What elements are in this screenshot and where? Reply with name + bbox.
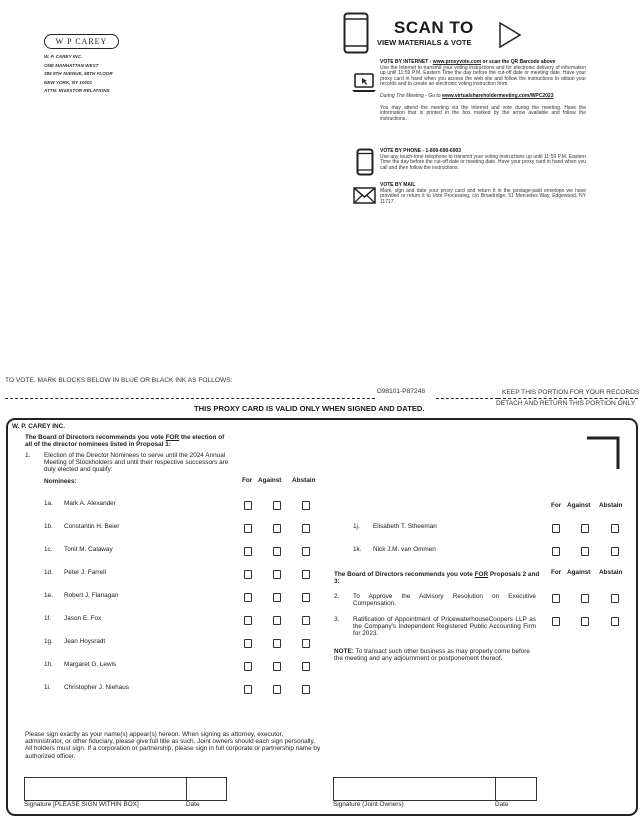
address-line: NEW YORK, NY 10001: [44, 79, 93, 85]
col-against: Against: [258, 477, 282, 484]
nominee-1-for-checkbox[interactable]: [244, 501, 252, 510]
nominee-number: 1d.: [44, 569, 53, 576]
address-line: W. P. CAREY INC.: [44, 54, 83, 59]
board-rec-2-suffix: Proposals 2 and 3:: [334, 571, 540, 586]
proposal-3-against-checkbox[interactable]: [581, 617, 589, 626]
nominee-name: Christopher J. Niehaus: [64, 684, 130, 691]
proposal-text: To Approve the Advisory Resolution on Executive Compensation.: [353, 593, 536, 608]
col-against-proposals: Against: [567, 569, 591, 576]
nominee-1-abstain-checkbox[interactable]: [302, 501, 310, 510]
nominee-number: 1c.: [44, 546, 53, 553]
nominee-3-for-checkbox[interactable]: [244, 547, 252, 556]
proposal-3-for-checkbox[interactable]: [552, 617, 560, 626]
nominee-r2-for-checkbox[interactable]: [552, 547, 560, 556]
joint-signature-box[interactable]: [333, 777, 496, 801]
nominee-name: Jason E. Fox: [64, 615, 102, 622]
nominee-number: 1f.: [44, 615, 52, 622]
company-address: [44, 53, 113, 96]
proposal-1-text: Election of the Director Nominees to serve until the 2024 Annual Meeting of Stockholders and until their respective successors are duly elected and qualify:: [44, 452, 229, 474]
proposal-text: Ratification of Appointment of PricewaterhouseCoopers LLP as the Company's Independent Registered Public Accounting Firm for 2023.: [353, 616, 536, 638]
nominee-1-against-checkbox[interactable]: [273, 501, 281, 510]
nominee-9-against-checkbox[interactable]: [273, 685, 281, 694]
nominee-9-abstain-checkbox[interactable]: [302, 685, 310, 694]
address-line: ONE MANHATTAN WEST: [44, 62, 99, 68]
nominee-8-against-checkbox[interactable]: [273, 662, 281, 671]
vote-internet-heading-suffix: or scan the QR Barcode above: [481, 59, 556, 65]
nominee-name: Margaret G. Lewis: [64, 661, 117, 668]
nominee-2-against-checkbox[interactable]: [273, 524, 281, 533]
vote-internet-section: [380, 60, 586, 122]
proxyvote-link[interactable]: www.proxyvote.com: [432, 59, 482, 65]
control-code: D98101-P87248: [377, 388, 426, 395]
meeting-body: You may attend the meeting via the Internet and vote during the meeting. Have the information that is printed in the box marked by the arrow available and follow the instructions.: [380, 104, 586, 122]
address-line: ATTN: INVESTOR RELATIONS: [44, 88, 110, 93]
envelope-icon: [353, 187, 376, 204]
nominee-number: 1j.: [353, 523, 360, 530]
col-against-right: Against: [567, 502, 591, 509]
nominee-number: 1a.: [44, 500, 53, 507]
nominee-8-abstain-checkbox[interactable]: [302, 662, 310, 671]
board-rec-1-prefix: The Board of Directors recommends you vote: [25, 434, 166, 441]
note-body: To transact such other business as may properly come before the meeting and any adjournment or postponement thereof.: [334, 648, 530, 663]
nominee-r1-against-checkbox[interactable]: [581, 524, 589, 533]
vote-internet-body: Use the Internet to transmit your voting instructions and for electronic delivery of information up until 11:59 P.M. Eastern Time the day before the cut-off date or meeting date. Have your proxy card in hand when you access the web site and follow the instructions to obtain your records and to create an electronic voting instruction form.: [380, 64, 586, 88]
proposal-3-abstain-checkbox[interactable]: [611, 617, 619, 626]
nominee-r1-for-checkbox[interactable]: [552, 524, 560, 533]
keep-portion-label: KEEP THIS PORTION FOR YOUR RECORDS: [502, 389, 640, 396]
board-rec-2-for: FOR: [474, 571, 489, 578]
joint-signature-label: Signature (Joint Owners): [333, 801, 404, 808]
laptop-icon: [351, 72, 377, 94]
board-recommendation-1: [25, 434, 228, 448]
nominee-4-against-checkbox[interactable]: [273, 570, 281, 579]
vote-mail-heading: VOTE BY MAIL: [380, 182, 416, 188]
col-for-right: For: [551, 502, 562, 509]
vote-mail-body: Mark, sign and date your proxy card and return it in the postage-paid envelope we have provided or return it to Vote Processing, c/o Broadridge, 51 Mercedes Way, Edgewood, NY 11717.: [380, 187, 586, 205]
nominee-3-abstain-checkbox[interactable]: [302, 547, 310, 556]
card-company-name: W. P. CAREY INC.: [12, 423, 66, 430]
nominee-r2-against-checkbox[interactable]: [581, 547, 589, 556]
nominees-label: Nominees:: [44, 478, 77, 485]
nominee-name: Jean Hoysradt: [64, 638, 106, 645]
nominee-r2-abstain-checkbox[interactable]: [611, 547, 619, 556]
col-for: For: [242, 477, 253, 484]
address-line: 395 9TH AVENUE, 58TH FLOOR: [44, 71, 113, 76]
nominee-8-for-checkbox[interactable]: [244, 662, 252, 671]
nominee-3-against-checkbox[interactable]: [273, 547, 281, 556]
nominee-5-against-checkbox[interactable]: [273, 593, 281, 602]
nominee-number: 1h.: [44, 661, 53, 668]
nominee-name: Mark A. Alexander: [64, 500, 116, 507]
signature-label: Signature [PLEASE SIGN WITHIN BOX]: [24, 801, 139, 808]
nominee-name: Robert J. Flanagan: [64, 592, 119, 599]
nominee-5-for-checkbox[interactable]: [244, 593, 252, 602]
scan-title: SCAN TO: [394, 18, 474, 37]
meeting-label: During The Meeting - Go to: [380, 92, 442, 99]
nominee-7-for-checkbox[interactable]: [244, 639, 252, 648]
nominee-name: Elisabeth T. Stheeman: [373, 523, 437, 530]
board-rec-2-prefix: The Board of Directors recommends you vote: [334, 571, 475, 578]
nominee-7-against-checkbox[interactable]: [273, 639, 281, 648]
nominee-7-abstain-checkbox[interactable]: [302, 639, 310, 648]
nominee-2-for-checkbox[interactable]: [244, 524, 252, 533]
detach-portion-label: DETACH AND RETURN THIS PORTION ONLY: [496, 400, 636, 407]
detach-line-left: [5, 398, 375, 399]
date-box[interactable]: [186, 777, 227, 801]
nominee-2-abstain-checkbox[interactable]: [302, 524, 310, 533]
nominee-number: 1e.: [44, 592, 53, 599]
proposal-2-against-checkbox[interactable]: [581, 594, 589, 603]
smartphone-icon: [343, 12, 369, 54]
proposal-2-abstain-checkbox[interactable]: [611, 594, 619, 603]
col-abstain: Abstain: [292, 477, 316, 484]
valid-notice: THIS PROXY CARD IS VALID ONLY WHEN SIGNED AND DATED.: [194, 404, 425, 413]
joint-date-box[interactable]: [495, 777, 537, 801]
nominee-name: Constantin H. Beier: [64, 523, 120, 530]
detach-line-mid: [436, 398, 498, 399]
nominee-4-abstain-checkbox[interactable]: [302, 570, 310, 579]
sign-instructions: Please sign exactly as your name(s) appear(s) hereon. When signing as attorney, executor, administrator, or other fiduciary, please give full title as such. Joint owners should each sign personally. All holders must sign. If a corporation or partnership, please sign in full corporate or partnership name by authorized officer.: [25, 731, 321, 760]
nominee-r1-abstain-checkbox[interactable]: [611, 524, 619, 533]
col-abstain-proposals: Abstain: [599, 569, 623, 576]
proposal-number: 2.: [334, 593, 340, 600]
proposal-1-number: 1.: [25, 452, 31, 459]
nominee-6-for-checkbox[interactable]: [244, 616, 252, 625]
company-logo: W P CAREY: [44, 34, 119, 49]
signature-box[interactable]: [24, 777, 187, 801]
ink-instructions: TO VOTE, MARK BLOCKS BELOW IN BLUE OR BLACK INK AS FOLLOWS:: [5, 377, 233, 384]
vote-phone-body: Use any touch-tone telephone to transmit your voting instructions up until 11:59 P.M. Eastern Time the day before the cut-off date or meeting date. Have your proxy card in hand when you call and then follow the instructions.: [380, 153, 586, 171]
col-for-proposals: For: [551, 569, 562, 576]
scan-subtitle: VIEW MATERIALS & VOTE: [377, 38, 472, 47]
virtual-meeting-link[interactable]: www.virtualshareholdermeeting.com/WPC2023: [441, 92, 554, 99]
note-text: [334, 648, 536, 662]
vote-phone-section: [380, 149, 586, 171]
vote-phone-heading: VOTE BY PHONE - 1-800-690-6903: [380, 148, 462, 154]
detach-line-right: [498, 398, 638, 399]
vote-mail-section: [380, 183, 586, 205]
nominee-5-abstain-checkbox[interactable]: [302, 593, 310, 602]
phone-icon: [356, 148, 374, 176]
nominee-6-against-checkbox[interactable]: [273, 616, 281, 625]
nominee-name: Tonit M. Calaway: [64, 546, 113, 553]
nominee-6-abstain-checkbox[interactable]: [302, 616, 310, 625]
play-arrow-icon: [498, 21, 522, 49]
nominee-number: 1i.: [44, 684, 51, 691]
nominee-number: 1b.: [44, 523, 53, 530]
vote-internet-heading: VOTE BY INTERNET -: [380, 59, 433, 65]
nominee-number: 1g.: [44, 638, 53, 645]
proposal-2-for-checkbox[interactable]: [552, 594, 560, 603]
proposal-number: 3.: [334, 616, 340, 623]
nominee-name: Peter J. Farrell: [64, 569, 106, 576]
board-rec-1-suffix: the election of all of the director nominees listed in Proposal 1:: [25, 434, 225, 449]
joint-date-label: Date: [495, 801, 509, 808]
corner-mark: [586, 436, 620, 470]
nominee-4-for-checkbox[interactable]: [244, 570, 252, 579]
nominee-number: 1k.: [353, 546, 362, 553]
nominee-9-for-checkbox[interactable]: [244, 685, 252, 694]
col-abstain-right: Abstain: [599, 502, 623, 509]
nominee-name: Nick J.M. van Ommen: [373, 546, 436, 553]
note-label: NOTE:: [334, 648, 354, 655]
date-label: Date: [186, 801, 200, 808]
board-rec-1-for: FOR: [165, 434, 180, 441]
board-recommendation-2: [334, 571, 544, 585]
